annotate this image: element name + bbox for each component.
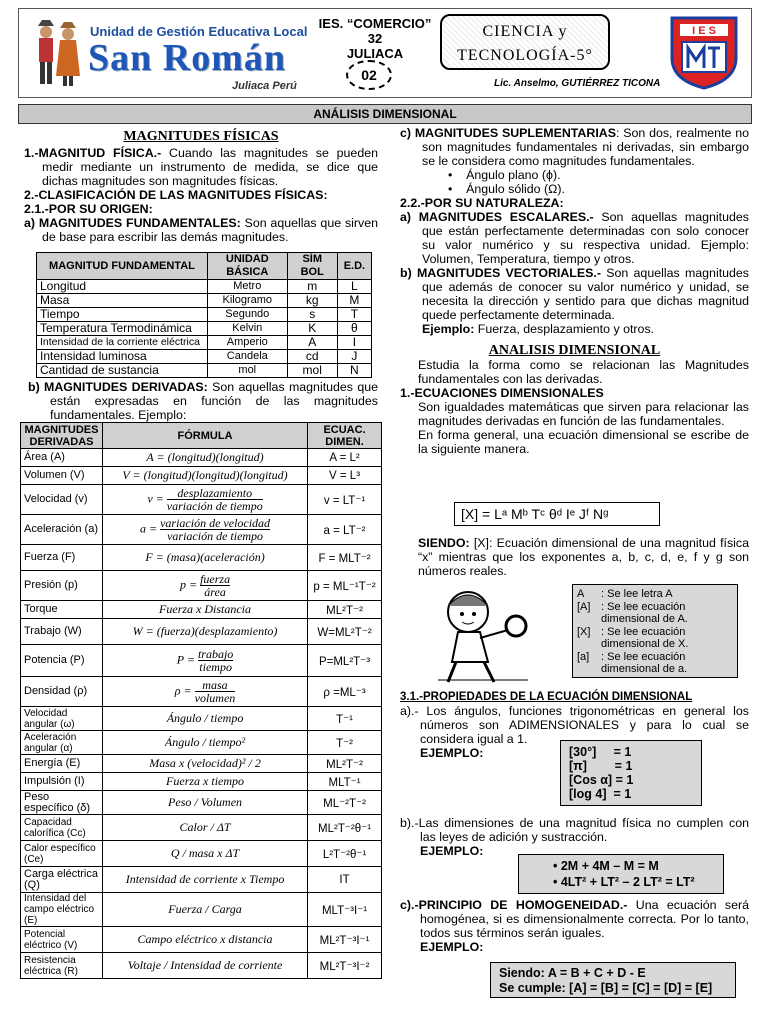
derived-dimension: ML²T⁻³I⁻¹ [308, 927, 382, 953]
example-text: 2M + 4M – M = M [560, 859, 659, 873]
table-cell: J [337, 350, 371, 364]
heading-ecuaciones: 1.-ECUACIONES DIMENSIONALES [400, 386, 604, 400]
mascot-figures-icon [30, 18, 84, 92]
formula-fraction [198, 648, 233, 673]
col-ed: E.D. [337, 253, 371, 280]
subject-box [440, 14, 610, 70]
para-suplementarias [400, 126, 749, 168]
table-cell: Kilogramo [207, 294, 287, 308]
derived-formula [102, 485, 307, 515]
logo-sub-text: Juliaca Perú [232, 80, 297, 92]
derived-name: Velocidad angular (ω) [21, 707, 103, 731]
pa-bold: MAGNITUDES FUNDAMENTALES: [38, 216, 241, 230]
general-equation-box: [X] = Lᵃ Mᵇ Tᶜ θᵈ Iᵉ Jᶠ Nᵍ [454, 502, 660, 526]
svg-text:I E S: I E S [692, 25, 716, 37]
derived-name: Potencia (P) [21, 645, 103, 677]
derived-name: Capacidad calorífica (Cc) [21, 815, 103, 841]
derived-name: Impulsión (I) [21, 773, 103, 791]
legend-item [577, 626, 733, 651]
table-row [21, 645, 382, 677]
legend-key: [a] [577, 650, 590, 663]
derived-name: Intensidad del campo eléctrico (E) [21, 893, 103, 927]
teacher-name: Lic. Anselmo, GUTIÉRREZ TICONA [494, 78, 661, 89]
derived-dimension: p = ML⁻¹T⁻² [308, 571, 382, 601]
derived-formula: Calor / ΔT [102, 815, 307, 841]
subject-line2: TECNOLOGÍA-5° [457, 47, 593, 64]
derived-formula: Intensidad de corriente x Tiempo [102, 867, 307, 893]
table-row [21, 755, 382, 773]
bullet-angulo-plano: Ángulo plano (ϕ). [466, 168, 561, 182]
siendo-text: [X]: Ecuación dimensional de una magnitud física “x” mientras que los exponentes a, b, c, d, e, f y g son números reales. [418, 536, 749, 578]
page-title: ANÁLISIS DIMENSIONAL [18, 104, 752, 124]
table-cell: θ [337, 322, 371, 336]
example-b-box [518, 854, 724, 894]
formula-lhs: v = [147, 491, 164, 506]
example-line: [π] = 1 [569, 759, 633, 773]
table-header-row [37, 253, 372, 280]
table-row [21, 485, 382, 515]
formula-fraction [160, 517, 270, 542]
prop-c-section [400, 898, 749, 954]
para-analisis: Estudia la forma como se relacionan las Magnitudes fundamentales con las derivadas. [418, 358, 749, 386]
derived-name: Área (A) [21, 449, 103, 467]
bullet-icon: • [553, 875, 561, 889]
derived-formula: A = (longitud)(longitud) [102, 449, 307, 467]
rb-label: b) [400, 266, 412, 280]
table-row [21, 467, 382, 485]
legend-item [577, 601, 733, 626]
pa-text: Son aquellas que sirven de base para escribir las demás magnitudes. [42, 216, 378, 244]
derived-dimension: ML²T⁻²θ⁻¹ [308, 815, 382, 841]
derived-table [20, 422, 382, 979]
example-text: 4LT² + LT² – 2 LT² = LT² [560, 875, 695, 889]
para-magnitud-fisica [24, 146, 378, 188]
table-row [37, 308, 372, 322]
table-cell: Metro [207, 280, 287, 294]
example-line: [30°] = 1 [569, 745, 632, 759]
table-cell: cd [287, 350, 337, 364]
school-name [310, 16, 440, 61]
example-c-line1: Siendo: A = B + C + D - E [499, 966, 646, 980]
para-escalares [400, 210, 749, 266]
para-por-origen: 2.1.-POR SU ORIGEN: [24, 202, 153, 216]
pb-text: Son aquellas magnitudes que están expresadas en función de las magnitudes fundamentales. Ejemplo: [50, 380, 378, 422]
p1-bold: 1.-MAGNITUD FÍSICA.- [24, 146, 162, 160]
derived-dimension: ML²T⁻² [308, 755, 382, 773]
formula-numerator: masa [195, 679, 236, 692]
example-line [553, 858, 723, 874]
table-row [21, 677, 382, 707]
para-ecuaciones-1: Son igualdades matemáticas que sirven para relacionar las magnitudes derivadas en función de las fundamentales. [418, 400, 749, 428]
derived-formula: Ángulo / tiempo² [102, 731, 307, 755]
school-line1: IES. “COMERCIO” 32 [318, 16, 432, 46]
legend-key: A [577, 588, 585, 600]
right-column [400, 126, 749, 456]
table-row [21, 707, 382, 731]
derived-formula: F = (masa)(aceleración) [102, 545, 307, 571]
p1-text: Cuando las magnitudes se pueden medir mediante un instrumento de medida, se dice que dichas magnitudes son magnitudes físicas. [42, 146, 378, 188]
table-cell: Cantidad de sustancia [37, 364, 208, 378]
prop-b-section [400, 816, 749, 858]
example-line: [log 4] = 1 [569, 787, 632, 801]
formula-denominator: área [204, 585, 226, 599]
c-label: c) [400, 126, 412, 140]
formula-lhs: a = [139, 521, 158, 536]
derived-dimension: A = L² [308, 449, 382, 467]
derived-name: Carga eléctrica (Q) [21, 867, 103, 893]
derived-dimension: v = LT⁻¹ [308, 485, 382, 515]
derived-name: Energía (E) [21, 755, 103, 773]
col-ecuacion: ECUAC. DIMEN. [308, 423, 382, 449]
bullet-list [400, 168, 749, 196]
table-cell: Temperatura Termodinámica [37, 322, 208, 336]
para-vectoriales [400, 266, 749, 322]
para-siendo [418, 536, 749, 578]
table-cell: Candela [207, 350, 287, 364]
table-row [37, 336, 372, 350]
logo-top-text: Unidad de Gestión Educativa Local [90, 24, 308, 39]
derived-formula: Voltaje / Intensidad de corriente [102, 953, 307, 979]
table-row [21, 449, 382, 467]
col-formula: FÓRMULA [102, 423, 307, 449]
derived-formula [102, 645, 307, 677]
table-row [21, 731, 382, 755]
derived-dimension: MLT⁻¹ [308, 773, 382, 791]
example-c-line2: Se cumple: [A] = [B] = [C] = [D] = [E] [499, 981, 713, 995]
table-cell: mol [287, 364, 337, 378]
c-bold: MAGNITUDES SUPLEMENTARIAS [414, 126, 616, 140]
derived-dimension: P=ML²T⁻³ [308, 645, 382, 677]
derived-dimension: ML⁻²T⁻² [308, 791, 382, 815]
derived-formula: Masa x (velocidad)² / 2 [102, 755, 307, 773]
formula-lhs: P = [176, 652, 195, 667]
derived-dimension: T⁻² [308, 731, 382, 755]
table-cell: I [337, 336, 371, 350]
col-simbolo: SÍM BOL [287, 253, 337, 280]
table-row [37, 350, 372, 364]
table-row [21, 773, 382, 791]
formula-denominator: variación de tiempo [167, 529, 264, 543]
heading-propiedades: 3.1.-PROPIEDADES DE LA ECUACIÓN DIMENSIONAL [400, 691, 693, 703]
ejemplo-b-label: EJEMPLO: [420, 844, 484, 858]
sheet-number: 02 [346, 60, 392, 90]
table-row [37, 322, 372, 336]
table-row [37, 364, 372, 378]
rb-text: Son aquellas magnitudes que además de conocer su valor numérico y unidad, se necesita la dirección y sentido para que dichas magnitud quede perfectamente determinada. [422, 266, 750, 322]
derived-formula: Fuerza x tiempo [102, 773, 307, 791]
list-item: • Ángulo plano (ϕ). [448, 168, 561, 182]
derived-formula [102, 515, 307, 545]
table-cell: mol [207, 364, 287, 378]
table-row [21, 571, 382, 601]
derived-name: Fuerza (F) [21, 545, 103, 571]
para-vectoriales-ejemplo [400, 322, 749, 336]
table-cell: kg [287, 294, 337, 308]
derived-name: Potencial eléctrico (V) [21, 927, 103, 953]
derived-name: Resistencia eléctrica (R) [21, 953, 103, 979]
table-cell: Segundo [207, 308, 287, 322]
subject-line1: CIENCIA y [482, 23, 568, 40]
col-magnitud: MAGNITUD FUNDAMENTAL [37, 253, 208, 280]
table-cell: Amperio [207, 336, 287, 350]
pb-label: b) [28, 380, 40, 394]
formula-denominator: variación de tiempo [166, 499, 263, 513]
col-derivadas: MAGNITUDES DERIVADAS [21, 423, 103, 449]
pb-bold: MAGNITUDES DERIVADAS: [44, 380, 208, 394]
formula-lhs: ρ = [174, 683, 192, 698]
derived-name: Velocidad (v) [21, 485, 103, 515]
ra-label: a) [400, 210, 412, 224]
derived-formula: V = (longitud)(longitud)(longitud) [102, 467, 307, 485]
derived-dimension: ρ =ML⁻³ [308, 677, 382, 707]
derived-formula [102, 571, 307, 601]
siendo-bold: SIENDO: [418, 536, 470, 550]
table-cell: Intensidad de la corriente eléctrica [37, 336, 208, 350]
magnifier-kid-icon [428, 582, 540, 688]
derived-formula: W = (fuerza)(desplazamiento) [102, 619, 307, 645]
formula-fraction [195, 679, 236, 704]
derived-formula: Campo eléctrico x distancia [102, 927, 307, 953]
para-prop-c [400, 898, 749, 940]
legend-item [577, 651, 733, 676]
derived-formula: Ángulo / tiempo [102, 707, 307, 731]
derived-name: Aceleración (a) [21, 515, 103, 545]
table-cell: L [337, 280, 371, 294]
table-cell: M [337, 294, 371, 308]
school-shield-icon [666, 14, 742, 90]
formula-denominator: tiempo [199, 660, 232, 674]
derived-formula: Fuerza / Carga [102, 893, 307, 927]
derived-dimension: L²T⁻²θ⁻¹ [308, 841, 382, 867]
table-row [21, 601, 382, 619]
bullet-angulo-solido: Ángulo sólido (Ω). [466, 182, 565, 196]
bullet-icon: • [553, 859, 561, 873]
table-row [21, 515, 382, 545]
para-derivadas [28, 380, 378, 422]
derived-name: Presión (p) [21, 571, 103, 601]
ra-bold: MAGNITUDES ESCALARES.- [418, 210, 594, 224]
c-text: : Son dos, realmente no son magnitudes fundamentales ni derivadas, sin embargo se le considera como magnitudes fundamentales. [422, 126, 749, 168]
table-row [21, 619, 382, 645]
formula-fraction [200, 573, 230, 598]
logo-name: San Román [88, 37, 286, 79]
para-prop-b: b).-Las dimensiones de una magnitud física no cumplen con las leyes de adición y sustracción. [400, 816, 749, 844]
legend-key: [A] [577, 600, 591, 613]
pc-bold: c).-PRINCIPIO DE HOMOGENEIDAD.- [400, 898, 628, 912]
example-line: [Cos α] = 1 [569, 773, 634, 787]
table-cell: Intensidad luminosa [37, 350, 208, 364]
table-row [21, 791, 382, 815]
derived-name: Peso específico (δ) [21, 791, 103, 815]
derived-name: Trabajo (W) [21, 619, 103, 645]
rb-ex-bold: Ejemplo: [422, 322, 475, 336]
table-cell: K [287, 322, 337, 336]
derived-name: Aceleración angular (α) [21, 731, 103, 755]
para-naturaleza: 2.2.-POR SU NATURALEZA: [400, 196, 564, 210]
legend-value: : Se lee ecuación dimensional de A. [601, 600, 688, 625]
heading-magnitudes: MAGNITUDES FÍSICAS [123, 129, 279, 144]
ra-text: Son aquellas magnitudes que están perfectamente determinadas con solo conocer su valor numérico y su respectiva unidad. Ejemplo: Volumen, Temperatura, tiempo y otros. [422, 210, 749, 266]
table-cell: Kelvin [207, 322, 287, 336]
legend-value: : Se lee ecuación dimensional de a. [601, 650, 688, 675]
pa-label: a) [24, 216, 36, 230]
table-cell: s [287, 308, 337, 322]
heading-analisis: ANALISIS DIMENSIONAL [488, 343, 661, 358]
para-prop-a: a).- Los ángulos, funciones trigonométricas en general los números son ADIMENSIONALES y para lo cual se considera igual a 1. [400, 704, 749, 746]
table-cell: N [337, 364, 371, 378]
example-line [553, 874, 723, 890]
table-cell: A [287, 336, 337, 350]
table-row [21, 815, 382, 841]
list-item: • Ángulo sólido (Ω). [448, 182, 565, 196]
table-cell: m [287, 280, 337, 294]
derived-dimension: ML²T⁻² [308, 601, 382, 619]
table-row [21, 841, 382, 867]
rb-bold: MAGNITUDES VECTORIALES.- [416, 266, 601, 280]
formula-numerator: desplazamiento [167, 487, 263, 500]
col-unidad: UNIDAD BÁSICA [207, 253, 287, 280]
table-row [21, 953, 382, 979]
table-row [37, 294, 372, 308]
table-row [21, 545, 382, 571]
para-clasificacion: 2.-CLASIFICACIÓN DE LAS MAGNITUDES FÍSICAS: [24, 188, 328, 202]
derived-dimension: a = LT⁻² [308, 515, 382, 545]
para-ecuaciones-2: En forma general, una ecuación dimensional se escribe de la siguiente manera. [418, 428, 749, 456]
rb-ex-text: Fuerza, desplazamiento y otros. [474, 322, 655, 336]
formula-numerator: trabajo [197, 647, 234, 661]
ejemplo-c-label: EJEMPLO: [420, 940, 484, 954]
derived-name: Volumen (V) [21, 467, 103, 485]
derived-dimension: T⁻¹ [308, 707, 382, 731]
legend-box [572, 584, 738, 678]
para-fundamentales [24, 216, 378, 244]
legend-value: : Se lee ecuación dimensional de X. [601, 625, 689, 650]
example-c-box [490, 962, 736, 998]
derived-dimension: V = L³ [308, 467, 382, 485]
table-cell: Longitud [37, 280, 208, 294]
derived-name: Densidad (ρ) [21, 677, 103, 707]
fundamental-table [36, 252, 372, 378]
derived-dimension: ML²T⁻³I⁻² [308, 953, 382, 979]
legend-value: : Se lee letra A [601, 588, 673, 600]
formula-numerator: fuerza [200, 572, 231, 586]
left-column [24, 130, 378, 244]
pc-text: Una ecuación será homogénea, si es dimensionalmente correcta. Por lo tanto, todos sus términos serán iguales. [420, 898, 749, 940]
table-row [21, 927, 382, 953]
derived-dimension: MLT⁻³I⁻¹ [308, 893, 382, 927]
derived-formula: Fuerza x Distancia [102, 601, 307, 619]
example-a-box [560, 740, 702, 806]
formula-lhs: p = [179, 577, 198, 592]
derived-dimension: F = MLT⁻² [308, 545, 382, 571]
table-row [21, 893, 382, 927]
formula-fraction [167, 487, 263, 512]
table-cell: Masa [37, 294, 208, 308]
table-cell: T [337, 308, 371, 322]
derived-name: Calor específico (Ce) [21, 841, 103, 867]
formula-numerator: variación de velocidad [160, 516, 271, 530]
table-row [37, 280, 372, 294]
ejemplo-a-label: EJEMPLO: [420, 746, 484, 760]
derived-dimension: IT [308, 867, 382, 893]
table-header-row [21, 423, 382, 449]
derived-formula [102, 677, 307, 707]
derived-formula: Peso / Volumen [102, 791, 307, 815]
derived-formula: Q / masa x ΔT [102, 841, 307, 867]
legend-item [577, 588, 733, 601]
school-line2: JULIACA [346, 46, 404, 61]
table-row [21, 867, 382, 893]
derived-name: Torque [21, 601, 103, 619]
formula-denominator: volumen [194, 691, 236, 705]
table-cell: Tiempo [37, 308, 208, 322]
derived-dimension: W=ML²T⁻² [308, 619, 382, 645]
legend-key: [X] [577, 625, 591, 638]
